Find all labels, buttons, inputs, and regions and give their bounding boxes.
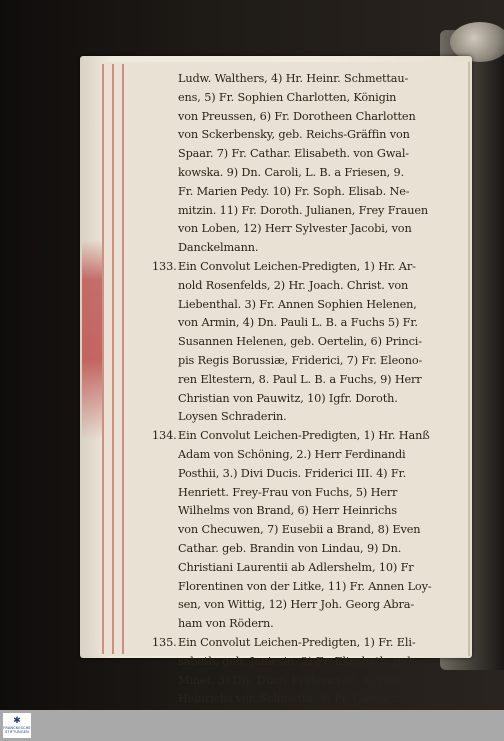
line-text: Christian von Pauwitz, 10) Igfr. Doroth. (178, 391, 398, 405)
line-text: Ludw. Walthers, 4) Hr. Heinr. Schmettau- (178, 72, 409, 85)
entry-number: 135. (152, 635, 177, 649)
line-text: kowska. 9) Dn. Caroli, L. B. a Friesen, 9. (178, 165, 405, 179)
entry-number: 133. (152, 259, 177, 273)
line-text: Ein Convolut Leichen-Predigten, 1) Hr. Hanß (178, 429, 430, 443)
text-line (152, 390, 454, 409)
entry-first-line (152, 427, 454, 446)
line-text: Liebenthal. 3) Fr. Annen Sophien Helenen, (178, 297, 417, 311)
line-text: pis Regis Borussiæ, Friderici, 7) Fr. Eleono- (178, 353, 423, 367)
library-logo[interactable] (3, 713, 31, 738)
text-line (152, 690, 454, 709)
text-line (152, 314, 454, 333)
text-line (152, 484, 454, 503)
line-text: ren Eltestern, 8. Paul L. B. a Fuchs, 9) Herr (178, 372, 422, 386)
line-text: Henriett. Frey-Frau von Fuchs, 5) Herr (178, 485, 398, 499)
text-line (152, 89, 454, 108)
line-text: mitzin. 11) Fr. Doroth. Julianen, Frey Frauen (178, 203, 429, 217)
line-text: Heinrichs von Schmetta, 5) Fr. Catharinen (178, 692, 416, 706)
line-text: ens, 5) Fr. Sophien Charlotten, Königin (178, 90, 397, 104)
text-line (152, 296, 454, 315)
line-text: Posthii, 3.) Divi Ducis. Friderici III. 4) Fr. (178, 466, 407, 480)
line-text: sen, von Wittig, 12) Herr Joh. Georg Abra- (178, 598, 414, 612)
text-line (152, 108, 454, 127)
entry-first-line (152, 258, 454, 277)
logo-text-line-2: STIFTUNGEN (5, 730, 29, 734)
line-text: Adam von Schöning, 2.) Herr Ferdinandi (178, 447, 406, 461)
line-text: nold Rosenfelds, 2) Hr. Joach. Christ. von (178, 278, 409, 292)
text-line (152, 126, 454, 145)
red-margin-line (102, 64, 104, 654)
line-text: Cathar. geb. Brandin von Lindau, 9) Dn. (178, 541, 402, 555)
logo-star-icon: ✱ (13, 716, 21, 726)
line-text: von Checuwen, 7) Eusebii a Brand, 8) Even (178, 523, 421, 537)
text-line (152, 446, 454, 465)
line-text: Minet. 3) Div. Ducis Friderici III. 4) Hrn. (178, 673, 404, 687)
entry-number: 134. (152, 429, 177, 443)
line-text: sabeth, geb. Janiesin, 2) Fr. Elisabeth, geb. (178, 654, 418, 668)
text-line (152, 465, 454, 484)
text-line (152, 239, 454, 258)
text-line (152, 145, 454, 164)
viewer-footer-bar (0, 710, 504, 741)
line-text: Fr. Marien Pedy. 10) Fr. Soph. Elisab. Ne- (178, 184, 410, 198)
line-text: von Armin, 4) Dn. Pauli L. B. a Fuchs 5) Fr. (178, 316, 418, 330)
line-text: Wilhelms von Brand, 6) Herr Heinrichs (178, 504, 397, 518)
catalog-text (152, 70, 454, 728)
text-line (152, 615, 454, 634)
text-line (152, 371, 454, 390)
text-line (152, 164, 454, 183)
line-text: Spaar. 7) Fr. Cathar. Elisabeth. von Gwal- (178, 147, 409, 161)
red-stain-mark (82, 240, 102, 440)
text-line (152, 202, 454, 221)
text-line (152, 408, 454, 427)
line-text: von Preussen, 6) Fr. Dorotheen Charlotten (178, 109, 416, 123)
text-line (152, 220, 454, 239)
line-text: Loysen Schraderin. (178, 410, 287, 424)
text-line (152, 653, 454, 672)
text-line (152, 672, 454, 691)
text-line (152, 502, 454, 521)
line-text: Florentinen von der Litke, 11) Fr. Annen Loy- (178, 579, 432, 593)
text-line (152, 578, 454, 597)
line-text: Susannen Helenen, geb. Oertelin, 6) Princi- (178, 335, 422, 349)
text-line (152, 521, 454, 540)
line-text: von Loben, 12) Herr Sylvester Jacobi, von (178, 222, 412, 236)
red-margin-line (122, 64, 124, 654)
line-text: Ein Convolut Leichen-Predigten, 1) Fr. Eli- (178, 635, 416, 649)
line-text: Ein Convolut Leichen-Predigten, 1) Hr. Ar- (178, 259, 416, 273)
logo-text-line-1: FRANCKESCHE (3, 726, 31, 730)
red-margin-line (112, 64, 114, 654)
text-line (152, 559, 454, 578)
text-line (152, 540, 454, 559)
text-line (152, 596, 454, 615)
line-text: ham von Rödern. (178, 617, 274, 631)
text-line (152, 183, 454, 202)
text-line (152, 352, 454, 371)
text-line (152, 277, 454, 296)
text-line (152, 333, 454, 352)
line-text: von Sckerbensky, geb. Reichs-Gräffin von (178, 128, 410, 142)
text-line (152, 70, 454, 89)
line-text: Danckelmann. (178, 241, 259, 255)
entry-first-line (152, 634, 454, 653)
line-text: Christiani Laurentii ab Adlershelm, 10) Fr (178, 560, 414, 574)
